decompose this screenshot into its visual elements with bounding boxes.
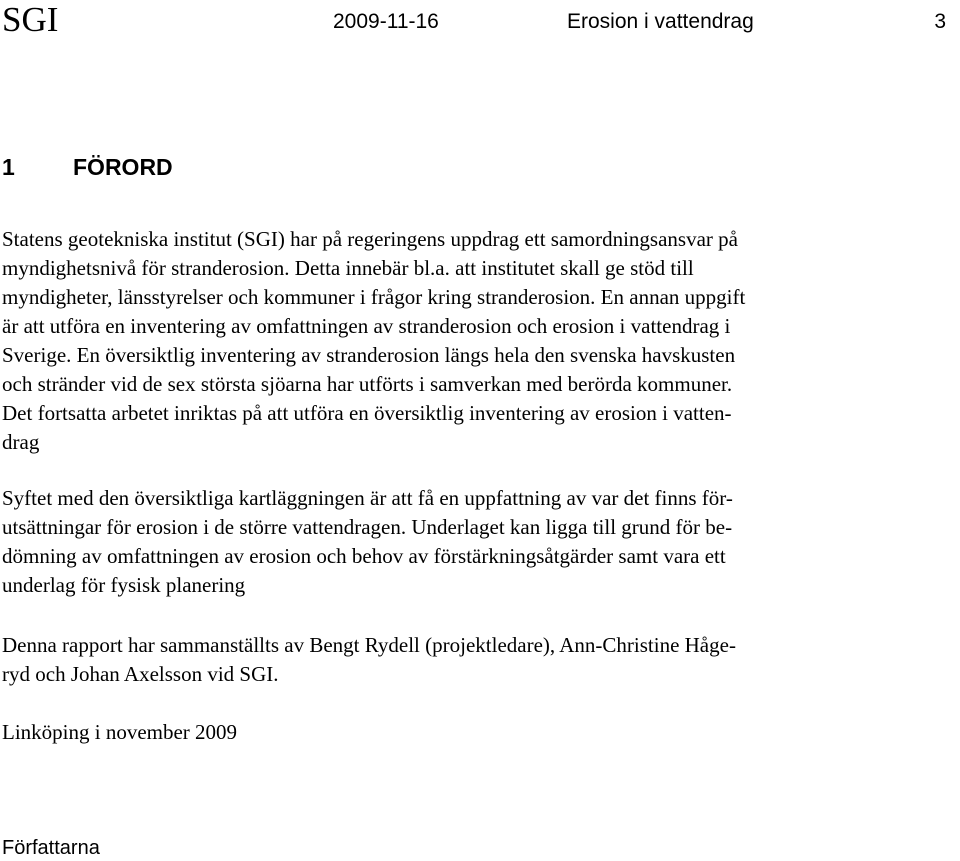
header-title: Erosion i vattendrag [567,10,754,33]
paragraph-line: Syftet med den översiktliga kartläggningen är att få en uppfattning av var det finns för- [2,486,733,510]
paragraph-line: och stränder vid de sex största sjöarna har utförts i samverkan med berörda kommuner. [2,372,733,396]
paragraph-line: Författarna [2,837,100,859]
paragraph-line: drag [2,430,40,454]
header-logo: SGI [2,0,59,39]
header-date: 2009-11-16 [333,10,439,33]
paragraph-line: underlag för fysisk planering [2,573,246,597]
header-page-number: 3 [934,10,946,33]
paragraph-line: Statens geotekniska institut (SGI) har på regeringens uppdrag ett samordningsansvar på [2,227,738,251]
paragraph-line: Sverige. En översiktlig inventering av stranderosion längs hela den svenska havskusten [2,343,736,367]
paragraph-signature [2,835,952,861]
paragraph-line: dömning av omfattningen av erosion och behov av förstärkningsåtgärder samt vara ett [2,544,726,568]
section-heading [2,152,173,182]
paragraph-line: Det fortsatta arbetet inriktas på att utföra en översiktlig inventering av erosion i vatten- [2,401,732,425]
paragraph-intro [2,225,952,457]
paragraph-line: myndigheter, länsstyrelser och kommuner i frågor kring stranderosion. En annan uppgift [2,285,746,309]
paragraph-line: Linköping i november 2009 [2,720,238,744]
paragraph-line: ryd och Johan Axelsson vid SGI. [2,662,279,686]
paragraph-line: myndighetsnivå för stranderosion. Detta innebär bl.a. att institutet skall ge stöd till [2,256,694,280]
section-number: 1 [2,154,15,180]
paragraph-line: är att utföra en inventering av omfattningen av stranderosion och erosion i vattendrag i [2,314,731,338]
section-title: FÖRORD [73,154,173,180]
paragraph-purpose [2,484,952,600]
paragraph-place-date [2,718,952,747]
paragraph-line: Denna rapport har sammanställts av Bengt Rydell (projektledare), Ann-Christine Håge- [2,633,736,657]
paragraph-line: utsättningar för erosion i de större vattendragen. Underlaget kan ligga till grund för be- [2,515,733,539]
paragraph-authors [2,631,952,689]
